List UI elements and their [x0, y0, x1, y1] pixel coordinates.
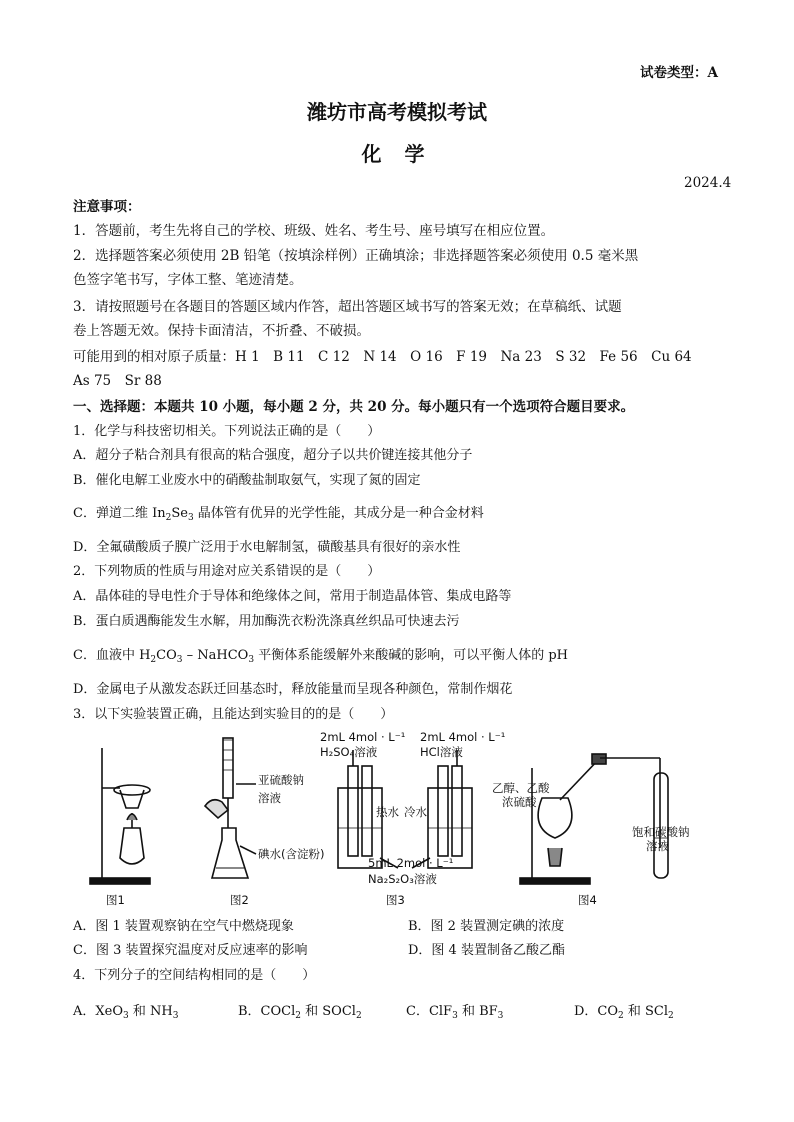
q1-option-c: C．弹道二维 $In_2Se_3$ 晶体管有优异的光学性能，其成分是一种合金材料	[73, 506, 484, 523]
section-heading: 一、选择题：本题共 10 小题，每小题 2 分，共 20 分。每小题只有一个选项符合题目要求。	[73, 399, 635, 415]
q4-stem: 4．下列分子的空间结构相同的是（ ）	[73, 968, 316, 983]
q4-option-d: D．$CO_2$ 和 SCl$_2$	[574, 1004, 674, 1021]
fig3-thio-label: Na₂S₂O₃溶液	[368, 872, 437, 886]
q2-option-d: D．金属电子从激发态跃迁回基态时，释放能量而呈现各种颜色，常制作烟花	[73, 682, 513, 697]
q2-option-c: C．血液中 $H_2CO_3$ – NaHCO$_3$ 平衡体系能缓解外来酸碱的影响，可以平衡人体的 pH	[73, 648, 569, 665]
subject-title: 化 学	[361, 142, 433, 166]
q1-option-b: B．催化电解工业废水中的硝酸盐制取氨气，实现了氮的固定	[73, 473, 421, 488]
fig2-solution-label: 溶液	[258, 791, 281, 805]
paper-type: 试卷类型：A	[640, 65, 718, 81]
notice-heading: 注意事项：	[73, 199, 141, 215]
fig3-cold-water: 冷水	[404, 805, 427, 819]
q1-stem: 1．化学与科技密切相关。下列说法正确的是（ ）	[73, 424, 381, 439]
q3-apparatus-figures	[80, 728, 710, 908]
q3-option-b: B．图 2 装置测定碘的浓度	[408, 919, 565, 934]
fig3-h2so4-conc: 2mL 4mol · L⁻¹	[320, 730, 406, 744]
fig2-iodine-label: 碘水(含淀粉)	[258, 847, 325, 861]
fig4-reagents: 乙醇、乙酸	[492, 781, 550, 795]
fig3-hcl-label: HCl溶液	[420, 745, 463, 759]
atomic-masses: 可能用到的相对原子质量：H 1 B 11 C 12 N 14 O 16 F 19 Na 23 S 32 Fe 56 Cu 64	[73, 349, 692, 365]
fig3-thio-conc: 5mL 2mol · L⁻¹	[368, 856, 454, 870]
q3-option-a: A．图 1 装置观察钠在空气中燃烧现象	[73, 919, 294, 934]
notice-item-2: 2．选择题答案必须使用 2B 铅笔（按填涂样例）正确填涂；非选择题答案必须使用 0.5 毫米黑	[73, 248, 639, 264]
fig2-label: 图2	[230, 893, 249, 907]
q2-option-a: A．晶体硅的导电性介于导体和绝缘体之间，常用于制造晶体管、集成电路等	[73, 589, 512, 604]
q3-option-d: D．图 4 装置制备乙酸乙酯	[408, 943, 565, 958]
notice-item-3: 3．请按照题号在各题目的答题区域内作答，超出答题区域书写的答案无效；在草稿纸、试题	[73, 299, 622, 315]
fig3-h2so4-label: H₂SO₄溶液	[320, 745, 378, 759]
atomic-masses-cont: As 75 Sr 88	[73, 373, 162, 389]
q4-option-b: B．COCl$_2$ 和 SOCl$_2$	[238, 1004, 362, 1021]
fig3-hcl-conc: 2mL 4mol · L⁻¹	[420, 730, 506, 744]
exam-title: 潍坊市高考模拟考试	[307, 100, 487, 124]
fig4-label: 图4	[578, 893, 597, 907]
q4-option-c: C．ClF$_3$ 和 $BF_3$	[406, 1004, 504, 1021]
exam-date: 2024.4	[684, 175, 732, 191]
q4-option-a: A．XeO$_3$ 和 $NH_3$	[73, 1004, 179, 1021]
notice-item-3-cont: 卷上答题无效。保持卡面清洁，不折叠、不破损。	[73, 323, 370, 339]
fig4-acid: 浓硫酸	[502, 795, 537, 809]
notice-item-2-cont: 色签字笔书写，字体工整、笔迹清楚。	[73, 272, 303, 288]
fig4-solution: 溶液	[646, 839, 669, 853]
fig2-sulfite-label: 亚硫酸钠	[258, 773, 304, 787]
q1-option-d: D．全氟磺酸质子膜广泛用于水电解制氢，磺酸基具有很好的亲水性	[73, 540, 461, 555]
fig1-label: 图1	[106, 893, 125, 907]
q3-stem: 3．以下实验装置正确，且能达到实验目的的是（ ）	[73, 707, 394, 722]
fig4-saturated: 饱和碳酸钠	[632, 825, 690, 839]
q1-option-a: A．超分子粘合剂具有很高的粘合强度，超分子以共价键连接其他分子	[73, 448, 473, 463]
q3-option-c: C．图 3 装置探究温度对反应速率的影响	[73, 943, 308, 958]
notice-item-1: 1．答题前，考生先将自己的学校、班级、姓名、考生号、座号填写在相应位置。	[73, 223, 555, 239]
fig3-hot-water: 热水	[376, 805, 399, 819]
q2-option-b: B．蛋白质遇酶能发生水解，用加酶洗衣粉洗涤真丝织品可快速去污	[73, 614, 460, 629]
q2-stem: 2．下列物质的性质与用途对应关系错误的是（ ）	[73, 564, 381, 579]
fig3-label: 图3	[386, 893, 405, 907]
